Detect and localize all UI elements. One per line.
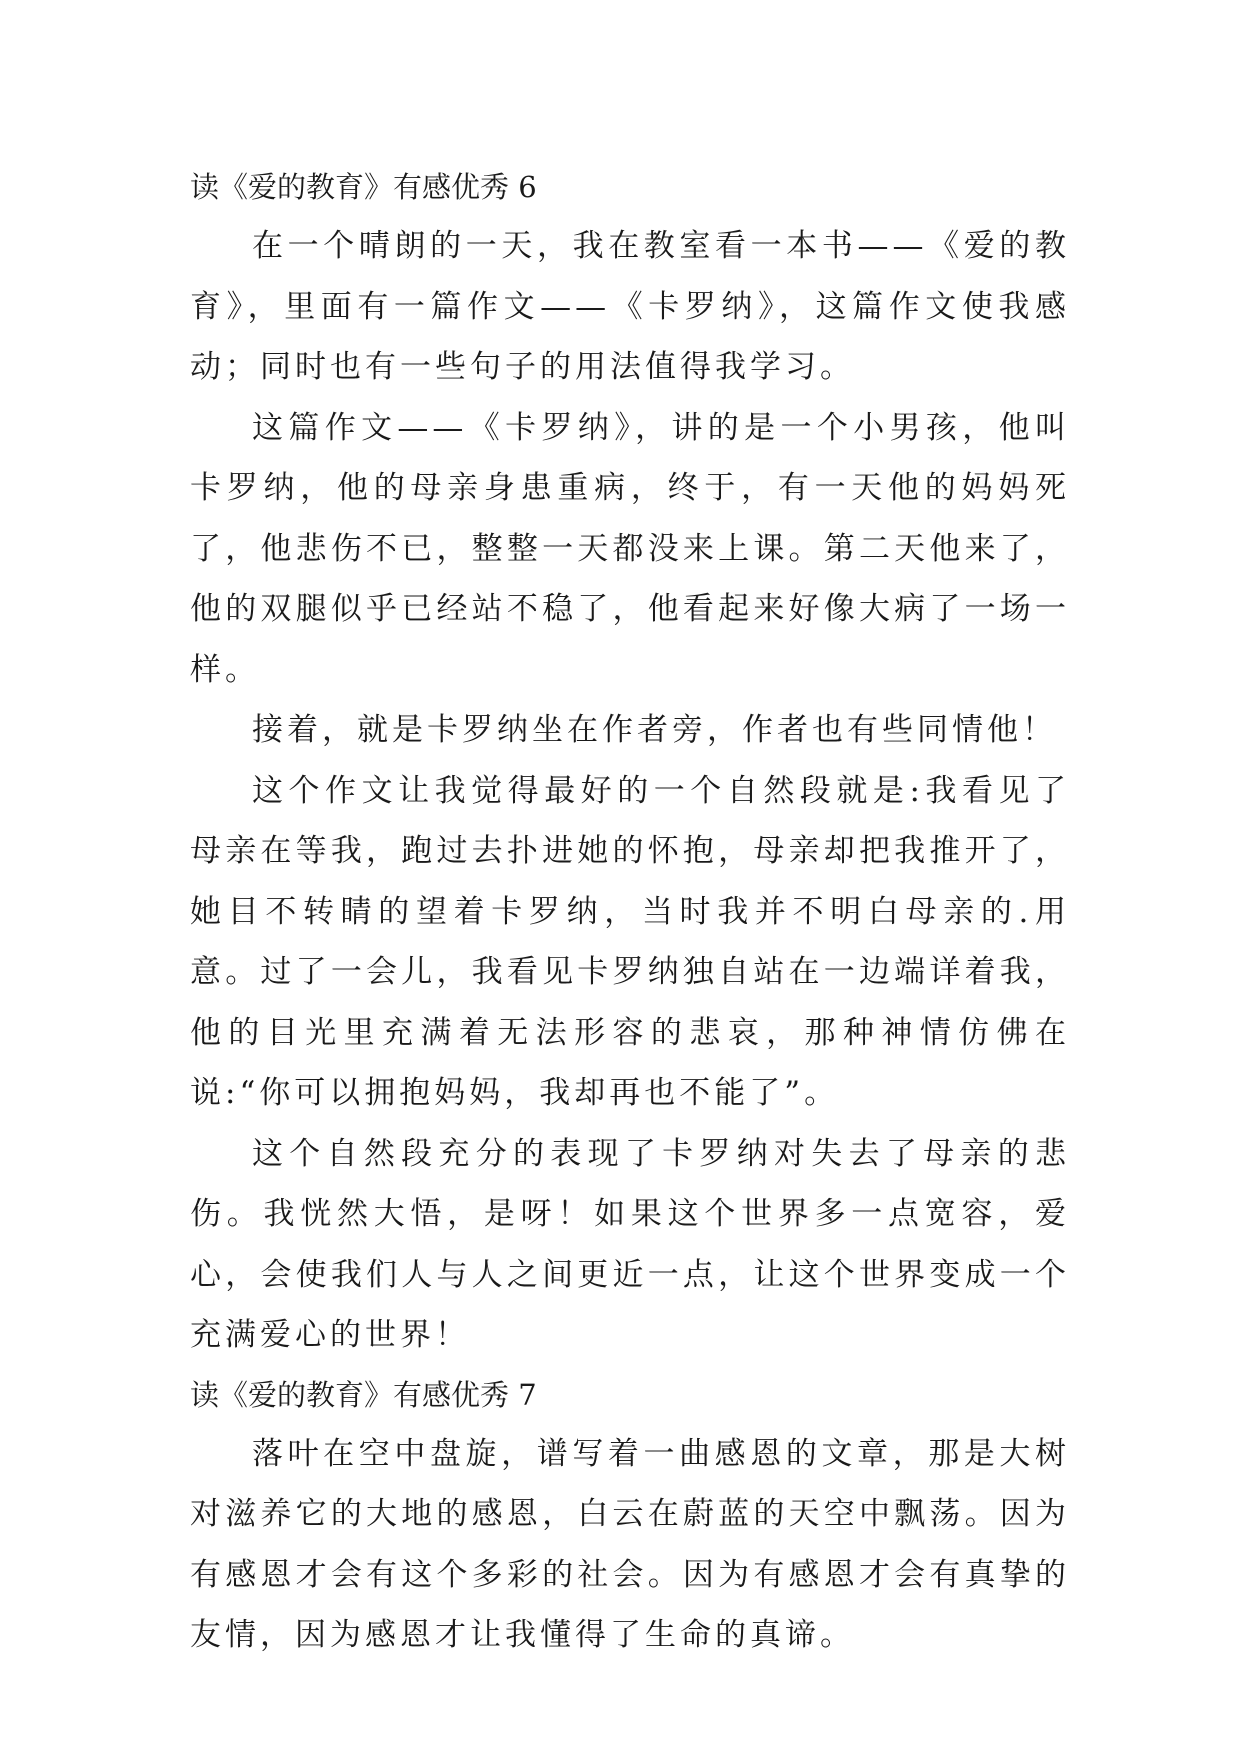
paragraph: 接着，就是卡罗纳坐在作者旁，作者也有些同情他！ [252, 712, 1057, 748]
paragraph: 在一个晴朗的一天，我在教室看一本书——《爱的教育》，里面有一篇作文——《卡罗纳》，这篇作文使我感动；同时也有一些句子的用法值得我学习。 [190, 228, 1070, 385]
section-title: 读《爱的教育》有感优秀 6 [190, 170, 537, 204]
document-page [190, 158, 1070, 1666]
essay-section-6 [190, 158, 1070, 1366]
section-title: 读《爱的教育》有感优秀 7 [190, 1377, 537, 1412]
paragraph: 落叶在空中盘旋，谱写着一曲感恩的文章，那是大树对滋养它的大地的感恩，白云在蔚蓝的天空中飘荡。因为有感恩才会有这个多彩的社会。因为有感恩才会有真挚的友情，因为感恩才让我懂得了生命的真谛。 [190, 1435, 1070, 1653]
paragraph: 这个作文让我觉得最好的一个自然段就是:我看见了母亲在等我，跑过去扑进她的怀抱，母亲却把我推开了，她目不转睛的望着卡罗纳，当时我并不明白母亲的.用意。过了一会儿，我看见卡罗纳独自站在一边端详着我，他的目光里充满着无法形容的悲哀，那种神情仿佛在说:“你可以拥抱妈妈，我却再也不能了”。 [190, 772, 1070, 1111]
paragraph: 这篇作文——《卡罗纳》，讲的是一个小男孩，他叫卡罗纳，他的母亲身患重病，终于，有一天他的妈妈死了，他悲伤不已，整整一天都没来上课。第二天他来了，他的双腿似乎已经站不稳了，他看起来好像大病了一场一样。 [190, 409, 1070, 688]
paragraph: 这个自然段充分的表现了卡罗纳对失去了母亲的悲伤。我恍然大悟，是呀！如果这个世界多一点宽容，爱心，会使我们人与人之间更近一点，让这个世界变成一个充满爱心的世界！ [190, 1135, 1070, 1353]
essay-section-7 [190, 1366, 1070, 1666]
